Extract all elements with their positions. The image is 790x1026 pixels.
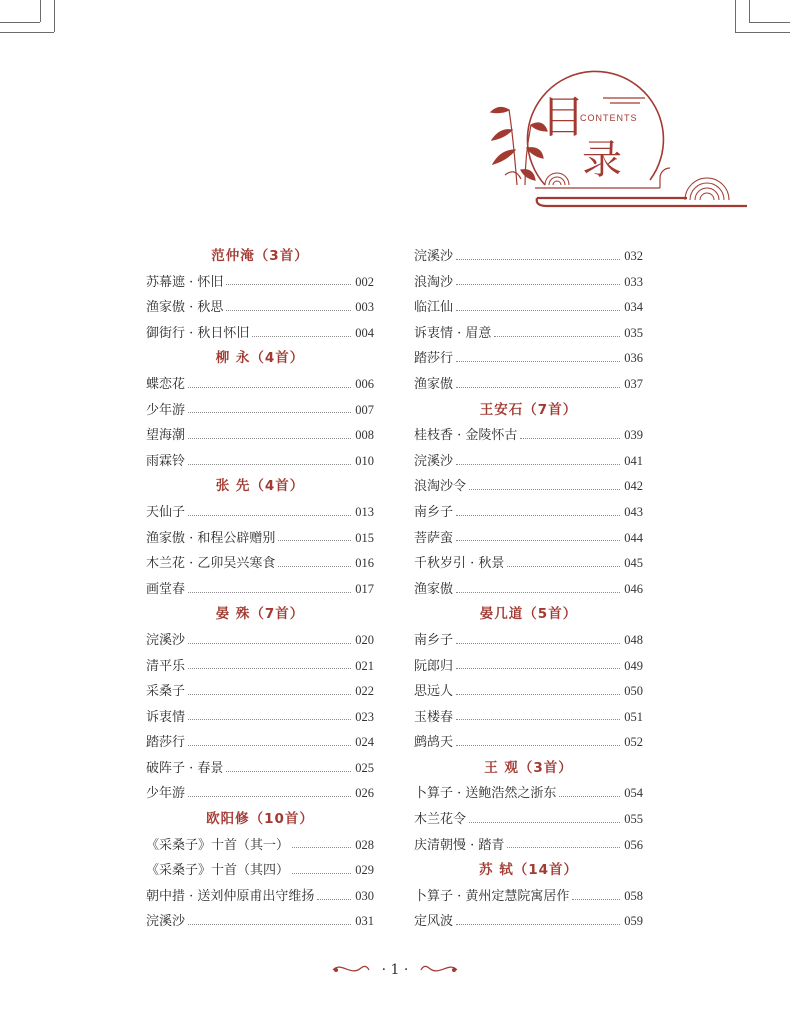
dot-leader (456, 309, 620, 311)
toc-entry-page: 050 (624, 684, 643, 699)
toc-entry-page: 013 (355, 504, 374, 519)
dot-leader (469, 488, 620, 490)
toc-entry-title: 诉衷情 (146, 709, 186, 725)
dot-leader (188, 437, 351, 439)
toc-entry[interactable] (414, 654, 643, 680)
toc-entry[interactable] (414, 244, 643, 270)
dot-leader (456, 283, 620, 285)
toc-entry-title: 望海潮 (146, 428, 186, 444)
dot-leader (456, 463, 620, 465)
toc-author-heading: 苏 轼（14首） (479, 862, 578, 879)
dot-leader (456, 667, 620, 669)
toc-entry-title: 南乡子 (414, 632, 454, 648)
toc-entry-page: 017 (355, 581, 374, 596)
toc-entry-page: 049 (624, 658, 643, 673)
toc-entry-title: 少年游 (146, 786, 186, 802)
toc-entry-page: 031 (355, 914, 374, 929)
toc-entry[interactable] (414, 500, 643, 526)
dot-leader (226, 283, 351, 285)
toc-entry-title: 天仙子 (146, 504, 186, 520)
toc-entry-page: 030 (355, 888, 374, 903)
toc-entry-page: 020 (355, 632, 374, 647)
toc-entry-title: 苏幕遮 · 怀旧 (146, 274, 224, 290)
crop-mark-top-right-vertical-2 (735, 0, 736, 32)
toc-entry-title: 桂枝香 · 金陵怀古 (414, 428, 518, 444)
toc-entry-page: 004 (355, 325, 374, 340)
toc-entry-page: 006 (355, 376, 374, 391)
crop-mark-top-left-vertical-2 (54, 0, 55, 32)
toc-entry[interactable] (146, 270, 374, 296)
toc-entry-page: 059 (624, 914, 643, 929)
dot-leader (456, 386, 620, 388)
toc-entry-title: 浣溪沙 (414, 453, 454, 469)
dot-leader (456, 514, 620, 516)
toc-entry-page: 052 (624, 735, 643, 750)
title-char-1: 目 (541, 92, 585, 143)
toc-entry[interactable] (414, 321, 643, 347)
toc-entry-page: 003 (355, 300, 374, 315)
toc-entry-title: 破阵子 · 春景 (146, 760, 224, 776)
toc-entry-title: 千秋岁引 · 秋景 (414, 556, 505, 572)
toc-entry-page: 033 (624, 274, 643, 289)
toc-entry-page: 051 (624, 709, 643, 724)
toc-entry[interactable] (414, 526, 643, 552)
dot-leader (520, 437, 620, 439)
toc-author-heading: 范仲淹（3首） (211, 248, 309, 264)
toc-entry-title: 定风波 (414, 914, 454, 930)
dot-leader (188, 591, 351, 593)
dot-leader (278, 565, 351, 567)
dot-leader (188, 386, 351, 388)
dot-leader (456, 258, 620, 260)
toc-entry-title: 渔家傲 · 秋思 (146, 300, 224, 316)
toc-entry[interactable] (414, 781, 643, 807)
toc-entry-page: 021 (355, 658, 374, 673)
dot-leader (469, 821, 620, 823)
dot-leader (188, 923, 351, 925)
toc-entry-title: 庆清朝慢 · 踏青 (414, 837, 505, 853)
title-subtitle: CONTENTS (580, 113, 638, 123)
toc-entry[interactable] (414, 909, 643, 935)
toc-entry-page: 010 (355, 453, 374, 468)
toc-right-column (414, 244, 643, 935)
dot-leader (292, 872, 351, 874)
toc-entry[interactable] (414, 449, 643, 475)
toc-author-heading: 王 观（3首） (484, 759, 573, 776)
toc-entry[interactable] (146, 756, 374, 782)
toc-entry[interactable] (414, 474, 643, 500)
toc-entry-title: 《采桑子》十首（其四） (146, 863, 290, 879)
dot-leader (226, 309, 351, 311)
toc-entry-page: 042 (624, 479, 643, 494)
toc-author-heading: 晏几道（5首） (479, 606, 578, 623)
toc-entry[interactable] (414, 295, 643, 321)
toc-entry[interactable] (146, 423, 374, 449)
toc-entry-page: 054 (624, 786, 643, 801)
toc-entry-title: 卜算子 · 黄州定慧院寓居作 (414, 888, 570, 904)
toc-entry[interactable] (146, 398, 374, 424)
toc-entry[interactable] (146, 372, 374, 398)
toc-entry[interactable] (414, 730, 643, 756)
toc-entry-page: 045 (624, 556, 643, 571)
toc-author-heading: 王安石（7首） (479, 401, 578, 418)
toc-entry[interactable] (414, 270, 643, 296)
toc-entry-page: 056 (624, 837, 643, 852)
crop-mark-top-right-horizontal (749, 22, 790, 23)
toc-entry-title: 诉衷情 · 眉意 (414, 325, 492, 341)
toc-entry-title: 蝶恋花 (146, 376, 186, 392)
toc-entry-title: 南乡子 (414, 504, 454, 520)
toc-entry[interactable] (414, 705, 643, 731)
toc-entry-page: 034 (624, 300, 643, 315)
dot-leader (507, 565, 620, 567)
toc-entry[interactable] (414, 833, 643, 859)
toc-entry[interactable] (146, 628, 374, 654)
toc-entry[interactable] (146, 551, 374, 577)
toc-entry-page: 016 (355, 556, 374, 571)
toc-entry[interactable] (146, 295, 374, 321)
toc-entry-page: 029 (355, 863, 374, 878)
toc-entry[interactable] (414, 423, 643, 449)
dot-leader (456, 923, 620, 925)
crop-mark-top-right-vertical (749, 0, 750, 22)
toc-entry-title: 清平乐 (146, 658, 186, 674)
toc-entry[interactable] (414, 372, 643, 398)
dot-leader (278, 539, 351, 541)
toc-entry-title: 卜算子 · 送鲍浩然之浙东 (414, 786, 557, 802)
toc-entry-page: 023 (355, 709, 374, 724)
page-footer (0, 962, 790, 978)
dot-leader (456, 642, 620, 644)
toc-entry-page: 044 (624, 530, 643, 545)
dot-leader (188, 744, 351, 746)
dot-leader (317, 898, 351, 900)
toc-entry-title: 鹧鸪天 (414, 735, 454, 751)
toc-entry-title: 阮郎归 (414, 658, 454, 674)
toc-entry-title: 玉楼春 (414, 709, 454, 725)
toc-entry-title: 思远人 (414, 684, 454, 700)
dot-leader (188, 667, 351, 669)
toc-entry-page: 015 (355, 530, 374, 545)
toc-author-heading: 晏 殊（7首） (215, 606, 305, 623)
toc-entry[interactable] (146, 884, 374, 910)
toc-entry[interactable] (146, 705, 374, 731)
toc-entry-title: 木兰花令 (414, 812, 467, 828)
toc-entry-page: 035 (624, 325, 643, 340)
toc-entry[interactable] (146, 909, 374, 935)
dot-leader (188, 514, 351, 516)
bamboo-icon (491, 107, 547, 185)
toc-entry-page: 055 (624, 812, 643, 827)
toc-entry[interactable] (146, 833, 374, 859)
toc-entry[interactable] (146, 654, 374, 680)
toc-entry-page: 025 (355, 760, 374, 775)
dot-leader (456, 539, 620, 541)
crop-mark-top-left-vertical (40, 0, 41, 22)
crop-mark-top-left-horizontal-2 (0, 32, 54, 33)
dot-leader (188, 693, 351, 695)
toc-entry-page: 032 (624, 249, 643, 263)
toc-entry-title: 浪淘沙令 (414, 479, 467, 495)
toc-entry[interactable] (414, 807, 643, 833)
toc-entry-page: 008 (355, 428, 374, 443)
dot-leader (456, 744, 620, 746)
toc-entry-page: 037 (624, 376, 643, 391)
toc-entry[interactable] (414, 628, 643, 654)
dot-leader (226, 770, 351, 772)
toc-entry-title: 踏莎行 (414, 351, 454, 367)
toc-entry-title: 少年游 (146, 402, 186, 418)
toc-entry[interactable] (146, 500, 374, 526)
toc-entry-page: 002 (355, 274, 374, 289)
dot-leader (188, 795, 351, 797)
dot-leader (507, 846, 620, 848)
cloud-wave-icon (545, 173, 729, 200)
toc-entry-page: 039 (624, 428, 643, 443)
dot-leader (572, 898, 620, 900)
toc-entry-page: 041 (624, 453, 643, 468)
toc-entry[interactable] (146, 858, 374, 884)
dot-leader (188, 411, 351, 413)
toc-entry[interactable] (414, 884, 643, 910)
dot-leader (188, 718, 351, 720)
toc-entry-page: 024 (355, 735, 374, 750)
crop-mark-top-right-horizontal-2 (735, 32, 790, 33)
crop-mark-top-left-horizontal (0, 22, 40, 23)
toc-entry-title: 御街行 · 秋日怀旧 (146, 325, 250, 341)
toc-entry[interactable] (414, 577, 643, 603)
toc-entry-title: 踏莎行 (146, 735, 186, 751)
dot-leader (252, 335, 351, 337)
title-char-2: 录 (582, 137, 622, 183)
toc-entry-title: 浣溪沙 (146, 914, 186, 930)
toc-entry-page: 048 (624, 632, 643, 647)
dot-leader (494, 335, 620, 337)
toc-entry[interactable] (414, 679, 643, 705)
toc-author-heading: 柳 永（4首） (215, 350, 305, 367)
toc-entry-title: 临江仙 (414, 300, 454, 316)
swirl-left-icon (331, 963, 371, 977)
toc-entry-title: 菩萨蛮 (414, 530, 454, 546)
toc-entry-page: 043 (624, 504, 643, 519)
toc-entry-page: 058 (624, 888, 643, 903)
toc-entry-title: 浪淘沙 (414, 274, 454, 290)
dot-leader (559, 795, 620, 797)
toc-entry[interactable] (146, 679, 374, 705)
toc-entry-title: 渔家傲 · 和程公辟赠别 (146, 530, 276, 546)
dot-leader (456, 693, 620, 695)
dot-leader (188, 642, 351, 644)
toc-entry-page: 026 (355, 786, 374, 801)
toc-entry-page: 007 (355, 402, 374, 417)
toc-entry-title: 雨霖铃 (146, 453, 186, 469)
toc-entry-title: 木兰花 · 乙卯吴兴寒食 (146, 556, 276, 572)
toc-entry-title: 朝中措 · 送刘仲原甫出守维扬 (146, 888, 315, 904)
toc-entry-title: 浣溪沙 (146, 632, 186, 648)
page-number: · 1 · (381, 962, 409, 978)
toc-entry-title: 浣溪沙 (414, 249, 454, 264)
dot-leader (456, 360, 620, 362)
toc-entry[interactable] (414, 551, 643, 577)
toc-entry[interactable] (146, 449, 374, 475)
toc-entry[interactable] (146, 781, 374, 807)
toc-author-heading: 欧阳修（10首） (206, 811, 314, 828)
dot-leader (292, 846, 351, 848)
dot-leader (456, 718, 620, 720)
dot-leader (188, 463, 351, 465)
toc-entry-title: 采桑子 (146, 684, 186, 700)
toc-entry[interactable] (146, 730, 374, 756)
dot-leader (456, 591, 620, 593)
toc-entry-title: 渔家傲 (414, 581, 454, 597)
toc-left-column (146, 244, 374, 935)
toc-entry-page: 036 (624, 351, 643, 366)
toc-entry[interactable] (146, 577, 374, 603)
toc-entry-title: 《采桑子》十首（其一） (146, 837, 290, 853)
toc-entry-page: 028 (355, 837, 374, 852)
toc-entry[interactable] (146, 526, 374, 552)
toc-entry[interactable] (146, 321, 374, 347)
toc-entry[interactable] (414, 346, 643, 372)
toc-entry-page: 022 (355, 684, 374, 699)
toc-author-heading: 张 先（4首） (215, 478, 305, 495)
toc-entry-page: 046 (624, 581, 643, 596)
toc-entry-title: 渔家傲 (414, 376, 454, 392)
swirl-right-icon (419, 963, 459, 977)
toc-entry-title: 画堂春 (146, 581, 186, 597)
